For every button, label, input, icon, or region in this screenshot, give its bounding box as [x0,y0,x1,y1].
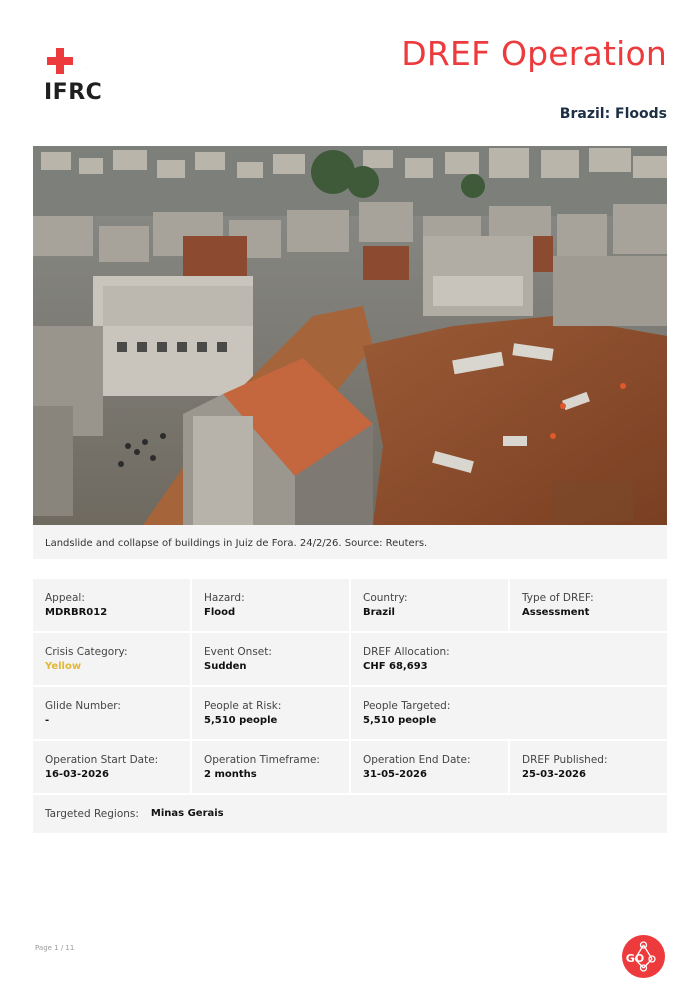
operation-timeframe-label: Operation Timeframe: [204,754,320,766]
dref-allocation-cell [351,633,667,685]
hazard-label: Hazard: [204,592,245,604]
go-letters: GO [625,952,645,965]
operation-timeframe-cell [192,741,349,793]
crisis-category-label: Crisis Category: [45,646,128,658]
operation-start-value: 16-03-2026 [45,769,109,780]
people-targeted-label: People Targeted: [363,700,451,712]
people-targeted-cell [351,687,667,739]
country-cell [351,579,508,631]
logo-text: IFRC [44,80,103,105]
dref-published-value: 25-03-2026 [522,769,586,780]
operation-info-grid [33,579,667,847]
go-platform-icon [622,935,665,978]
page-number: Page 1 / 11 [35,944,75,952]
country-label: Country: [363,592,408,604]
photo-caption: Landslide and collapse of buildings in Juiz de Fora. 24/2/26. Source: Reuters. [33,525,667,559]
ifrc-logo [44,44,114,108]
glide-number-label: Glide Number: [45,700,121,712]
operation-end-cell [351,741,508,793]
document-title: DREF Operation [401,34,667,73]
dref-type-label: Type of DREF: [522,592,594,604]
glide-number-cell [33,687,190,739]
hazard-value: Flood [204,607,236,618]
hazard-cell [192,579,349,631]
red-cross-crescent-icon [44,44,108,78]
operation-start-cell [33,741,190,793]
operation-end-value: 31-05-2026 [363,769,427,780]
crisis-category-value: Yellow [45,661,82,672]
targeted-regions-value: Minas Gerais [150,808,224,819]
targeted-regions-cell [33,795,667,833]
dref-published-label: DREF Published: [522,754,608,766]
dref-allocation-label: DREF Allocation: [363,646,450,658]
dref-published-cell [510,741,667,793]
country-value: Brazil [363,607,395,618]
event-onset-value: Sudden [204,661,247,672]
targeted-regions-label: Targeted Regions: [45,807,139,820]
operation-timeframe-value: 2 months [204,769,257,780]
people-targeted-value: 5,510 people [363,715,437,726]
people-at-risk-cell [192,687,349,739]
crisis-category-cell [33,633,190,685]
operation-start-label: Operation Start Date: [45,754,159,766]
glide-number-value: - [45,715,50,726]
operation-end-label: Operation End Date: [363,754,471,766]
event-onset-label: Event Onset: [204,646,272,658]
appeal-cell [33,579,190,631]
dref-allocation-value: CHF 68,693 [363,661,428,672]
appeal-label: Appeal: [45,592,85,604]
event-onset-cell [192,633,349,685]
dref-type-cell [510,579,667,631]
landslide-photo [33,146,667,525]
document-subtitle: Brazil: Floods [559,106,667,122]
people-at-risk-label: People at Risk: [204,700,282,712]
people-at-risk-value: 5,510 people [204,715,278,726]
dref-type-value: Assessment [522,607,590,618]
appeal-value: MDRBR012 [45,607,108,618]
